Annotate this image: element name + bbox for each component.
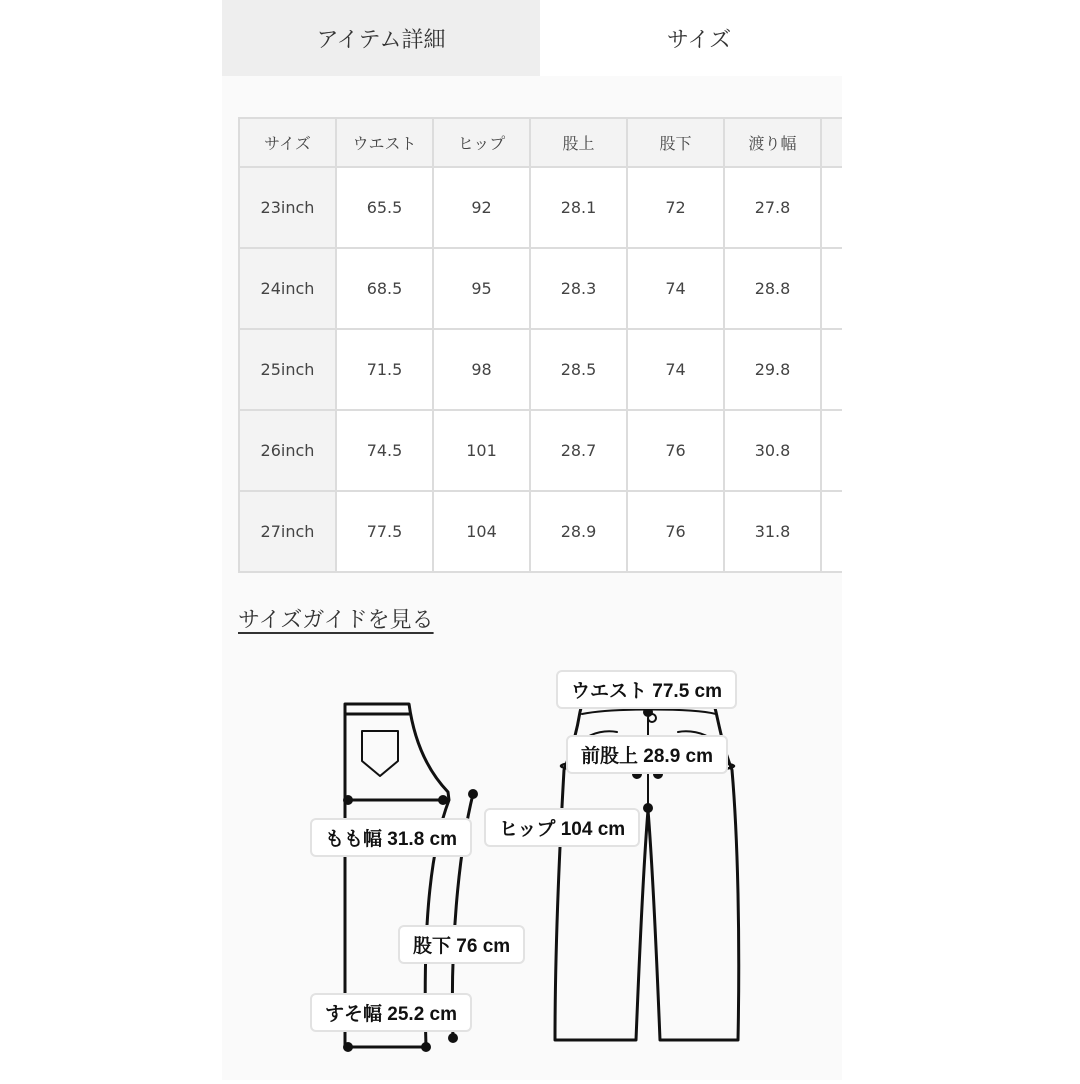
cell-inseam: 74	[627, 248, 724, 329]
tab-size[interactable]: サイズ	[540, 0, 858, 76]
cell-rise: 28.5	[530, 329, 627, 410]
cell-hip: 92	[433, 167, 530, 248]
table-row	[239, 248, 842, 329]
cell-hip: 101	[433, 410, 530, 491]
waist-measurement-label: ウエスト 77.5 cm	[556, 670, 737, 709]
cell-rise: 28.3	[530, 248, 627, 329]
table-row	[239, 491, 842, 572]
cell-rise: 28.1	[530, 167, 627, 248]
header-waist: ウエスト	[336, 118, 433, 167]
cell-inseam: 72	[627, 167, 724, 248]
header-size: サイズ	[239, 118, 336, 167]
cell-waist: 71.5	[336, 329, 433, 410]
header-rise: 股上	[530, 118, 627, 167]
size-table	[238, 117, 842, 573]
cell-cut-off	[821, 167, 842, 248]
cell-cut-off	[821, 329, 842, 410]
header-cut-off	[821, 118, 842, 167]
thigh-width-measurement-label: もも幅 31.8 cm	[310, 818, 472, 857]
cell-rise: 28.7	[530, 410, 627, 491]
cell-waist: 74.5	[336, 410, 433, 491]
cell-cut-off	[821, 491, 842, 572]
cell-hip: 104	[433, 491, 530, 572]
inseam-measurement-label: 股下 76 cm	[398, 925, 525, 964]
cell-size: 26inch	[239, 410, 336, 491]
table-row	[239, 329, 842, 410]
cell-cut-off	[821, 248, 842, 329]
cell-inseam: 74	[627, 329, 724, 410]
tab-bar	[222, 0, 858, 76]
front-rise-measurement-label: 前股上 28.9 cm	[566, 735, 728, 774]
cell-hip: 95	[433, 248, 530, 329]
table-row	[239, 167, 842, 248]
cell-size: 23inch	[239, 167, 336, 248]
cell-inseam: 76	[627, 491, 724, 572]
cell-inseam: 76	[627, 410, 724, 491]
cell-thigh-width: 29.8	[724, 329, 821, 410]
cell-size: 24inch	[239, 248, 336, 329]
cell-size: 25inch	[239, 329, 336, 410]
header-hip: ヒップ	[433, 118, 530, 167]
cell-thigh-width: 27.8	[724, 167, 821, 248]
cell-waist: 77.5	[336, 491, 433, 572]
cell-hip: 98	[433, 329, 530, 410]
header-thigh-width: 渡り幅	[724, 118, 821, 167]
size-table-scroll[interactable]	[238, 117, 842, 573]
size-guide-link[interactable]: サイズガイドを見る	[238, 608, 434, 633]
table-header-row	[239, 118, 842, 167]
cell-waist: 65.5	[336, 167, 433, 248]
cell-size: 27inch	[239, 491, 336, 572]
cell-thigh-width: 31.8	[724, 491, 821, 572]
cell-thigh-width: 30.8	[724, 410, 821, 491]
cell-thigh-width: 28.8	[724, 248, 821, 329]
hip-measurement-label: ヒップ 104 cm	[484, 808, 640, 847]
tab-item-details[interactable]: アイテム詳細	[222, 0, 540, 76]
hem-width-measurement-label: すそ幅 25.2 cm	[310, 993, 472, 1032]
page-left-margin	[0, 0, 222, 1080]
cell-waist: 68.5	[336, 248, 433, 329]
table-row	[239, 410, 842, 491]
header-inseam: 股下	[627, 118, 724, 167]
measurement-diagram	[222, 640, 842, 1080]
cell-rise: 28.9	[530, 491, 627, 572]
cell-cut-off	[821, 410, 842, 491]
